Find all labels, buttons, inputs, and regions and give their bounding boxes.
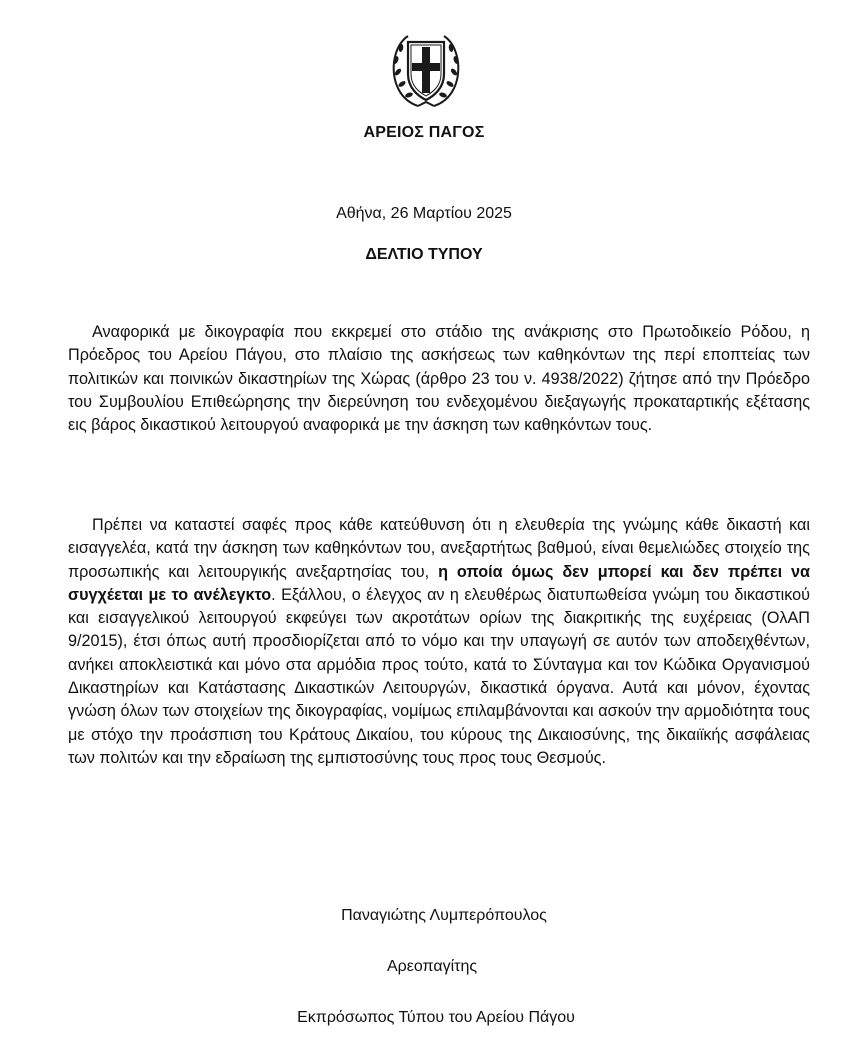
date-line: Αθήνα, 26 Μαρτίου 2025 (336, 205, 512, 222)
greek-state-emblem-icon (388, 30, 464, 112)
body-paragraph-2 (68, 514, 810, 770)
signatory-name: Παναγιώτης Λυμπερόπουλος (341, 907, 547, 924)
body-paragraph-1: Αναφορικά με δικογραφία που εκκρεμεί στο στάδιο της ανάκρισης στο Πρωτοδικείο Ρόδου, η Πρόεδρος του Αρείου Πάγου, στο πλαίσιο της ασκήσεως των καθηκόντων της περί εποπτείας των πολιτικών και ποινικών δικαστηρίων της Χώρας (άρθρο 23 του ν. 4938/2022) ζήτησε από την Πρόεδρο του Συμβουλίου Επιθεώρησης την διερεύνηση του ενδεχομένου διεξαγωγής προκαταρτικής εξέτασης εις βάρος δικαστικού λειτουργού αναφορικά με την άσκηση των καθηκόντων τους. (68, 323, 810, 435)
document-type-heading: ΔΕΛΤΙΟ ΤΥΠΟΥ (365, 246, 483, 263)
court-name-heading: ΑΡΕΙΟΣ ΠΑΓΟΣ (363, 124, 485, 141)
signatory-title: Αρεοπαγίτης (386, 958, 478, 975)
paragraph-2-text-end: . Εξάλλου, ο έλεγχος αν η ελευθέρως διατυπωθείσα γνώμη του δικαστικού και εισαγγελικού λειτουργού εκφεύγει των ακροτάτων ορίων της διακριτικής της ευχέρειας (ΟλΑΠ 9/2015), έτσι όπως αυτή προσδιορίζεται από το νόμο και την υπαγωγή σε αυτόν των αποδειχθέντων, ανήκει αποκλειστικά και μόνο στα αρμόδια προς τούτο, κατά το Σύνταγμα και τον Κώδικα Οργανισμού Δικαστηρίων και Κατάστασης Δικαστικών Λειτουργών, δικαστικά όργανα. Αυτά και μόνον, έχοντας γνώση όλων των στοιχείων της δικογραφίας, νομίμως επιλαμβάνονται και ασκούν την αρμοδιότητα τους με στόχο την προάσπιση του Κράτους Δικαίου, του κύρους της Δικαιοσύνης, της δικαιϊκής ασφάλειας των πολιτών και την εδραίωση της εμπιστοσύνης τους προς τους Θεσμούς. (68, 585, 810, 767)
signatory-role: Εκπρόσωπος Τύπου του Αρείου Πάγου (297, 1009, 575, 1026)
paragraph-2-text-start: Πρέπει να καταστεί σαφές προς κάθε κατεύθυνση ότι η ελευθερία της γνώμης κάθε δικαστή και εισαγγελέα, κατά την άσκηση των καθηκόντων του, ανεξαρτήτως βαθμού, είναι θεμελιώδες στοιχείο της προσωπικής και λειτουργικής ανεξαρτησίας του, (68, 516, 810, 581)
paragraph-2-bold-emphasis: η οποία όμως δεν μπορεί και δεν πρέπει να συγχέεται με το ανέλεγκτο (68, 562, 811, 604)
